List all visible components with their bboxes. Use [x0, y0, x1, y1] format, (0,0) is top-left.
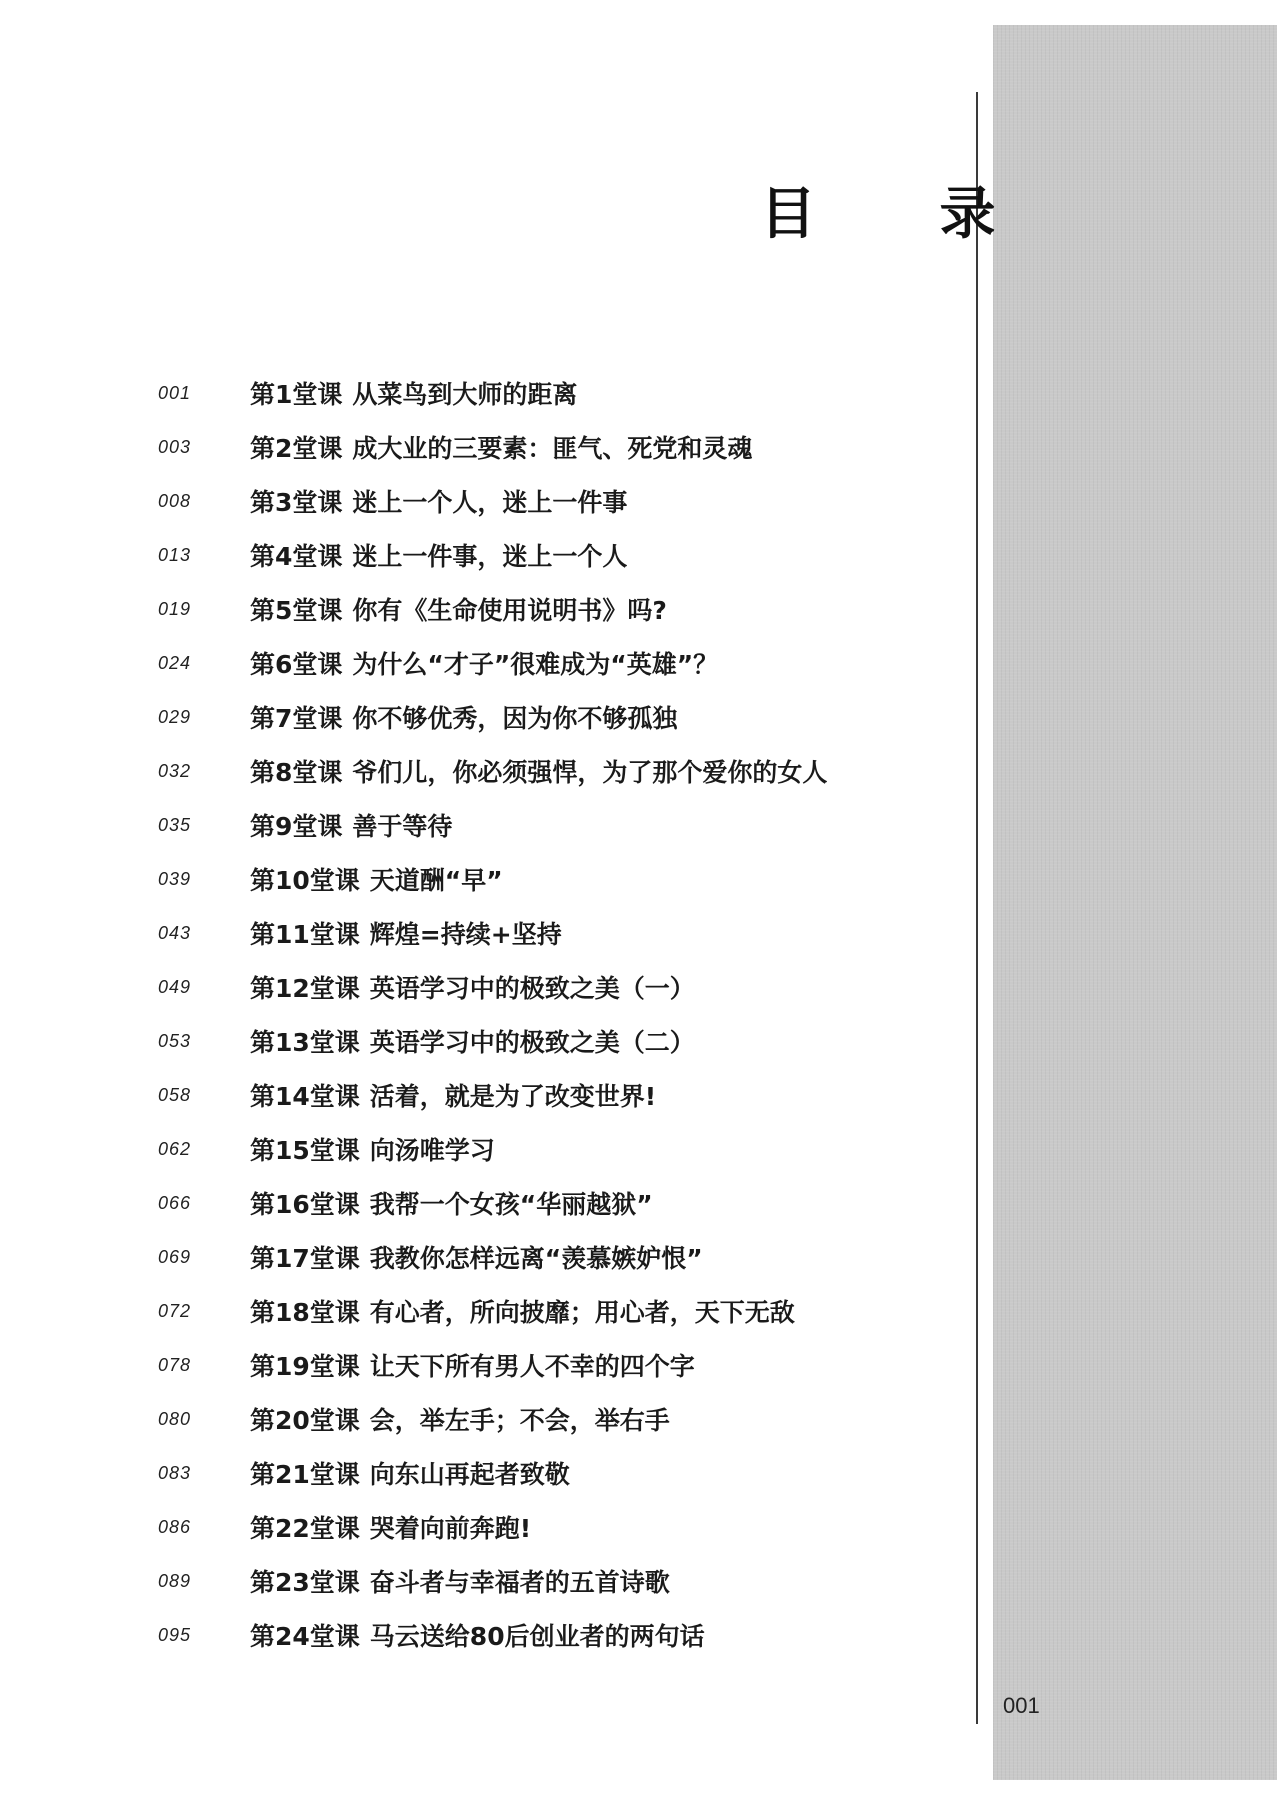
toc-entry-lesson	[250, 1347, 695, 1383]
toc-entry[interactable]	[0, 690, 960, 744]
toc-entry-lesson	[250, 1401, 670, 1437]
toc-entry-page: 013	[158, 544, 192, 565]
side-margin-band	[993, 25, 1277, 1780]
toc-entry-title: 迷上一件事，迷上一个人	[352, 542, 628, 571]
toc-entry-lesson	[250, 483, 627, 519]
toc-entry-lesson-number: 第21堂课	[250, 1460, 360, 1489]
toc-entry-lesson	[250, 1185, 653, 1221]
toc-entry-lesson	[250, 537, 627, 573]
toc-entry[interactable]	[0, 960, 960, 1014]
toc-entry-lesson-number: 第12堂课	[250, 974, 360, 1003]
toc-entry-page: 078	[158, 1354, 192, 1375]
toc-entry-page: 029	[158, 706, 192, 727]
toc-entry[interactable]	[0, 798, 960, 852]
toc-entry-lesson	[250, 807, 452, 843]
toc-entry-lesson	[250, 429, 752, 465]
toc-entry-lesson	[250, 1131, 495, 1167]
toc-entry-lesson	[250, 1239, 703, 1275]
toc-entry-lesson	[250, 1023, 695, 1059]
toc-entry[interactable]	[0, 582, 960, 636]
toc-entry-lesson-number: 第17堂课	[250, 1244, 360, 1273]
toc-entry-page: 001	[158, 382, 192, 403]
toc-entry[interactable]	[0, 474, 960, 528]
toc-entry-page: 019	[158, 598, 192, 619]
toc-entry-lesson	[250, 1617, 705, 1653]
toc-entry-page: 062	[158, 1138, 192, 1159]
toc-entry-page: 066	[158, 1192, 192, 1213]
toc-entry[interactable]	[0, 744, 960, 798]
toc-entry-page: 024	[158, 652, 192, 673]
toc-entry-page: 072	[158, 1300, 192, 1321]
toc-entry-page: 089	[158, 1570, 192, 1591]
toc-entry[interactable]	[0, 852, 960, 906]
toc-entry-lesson	[250, 1293, 795, 1329]
toc-entry-page: 032	[158, 760, 192, 781]
toc-entry[interactable]	[0, 1284, 960, 1338]
toc-entry[interactable]	[0, 1392, 960, 1446]
page-title: 目 录	[760, 181, 1048, 247]
toc-entry-lesson	[250, 1509, 531, 1545]
toc-entry-lesson-number: 第7堂课	[250, 704, 343, 733]
toc-entry[interactable]	[0, 366, 960, 420]
toc-entry-lesson-number: 第10堂课	[250, 866, 360, 895]
toc-entry-title: 活着，就是为了改变世界!	[369, 1082, 657, 1111]
toc-entry-title: 天道酬“早”	[369, 866, 503, 895]
toc-entry-lesson	[250, 915, 562, 951]
toc-entry-lesson-number: 第19堂课	[250, 1352, 360, 1381]
toc-entry-title: 你有《生命使用说明书》吗?	[352, 596, 667, 625]
toc-entry-lesson-number: 第1堂课	[250, 380, 343, 409]
toc-entry-title: 英语学习中的极致之美（一）	[369, 974, 695, 1003]
toc-entry-title: 为什么“才子”很难成为“英雄”？	[352, 650, 719, 679]
toc-entry[interactable]	[0, 1014, 960, 1068]
toc-entry[interactable]	[0, 1068, 960, 1122]
toc-entry-lesson-number: 第4堂课	[250, 542, 343, 571]
toc-entry-page: 058	[158, 1084, 192, 1105]
toc-entry-lesson-number: 第11堂课	[250, 920, 360, 949]
toc-entry[interactable]	[0, 1608, 960, 1662]
toc-entry-lesson	[250, 1077, 656, 1113]
toc-entry[interactable]	[0, 1446, 960, 1500]
toc-entry[interactable]	[0, 1122, 960, 1176]
toc-entry[interactable]	[0, 528, 960, 582]
toc-entry-title: 我帮一个女孩“华丽越狱”	[369, 1190, 653, 1219]
toc-entry-lesson-number: 第18堂课	[250, 1298, 360, 1327]
toc-entry-page: 080	[158, 1408, 192, 1429]
toc-entry-lesson	[250, 699, 677, 735]
toc-entry-page: 035	[158, 814, 192, 835]
toc-entry-page: 095	[158, 1624, 192, 1645]
toc-entry-title: 善于等待	[352, 812, 453, 841]
toc-entry[interactable]	[0, 636, 960, 690]
toc-entry-lesson	[250, 1455, 570, 1491]
toc-entry-title: 哭着向前奔跑!	[369, 1514, 532, 1543]
toc-entry-title: 让天下所有男人不幸的四个字	[369, 1352, 695, 1381]
toc-entry-page: 008	[158, 490, 192, 511]
toc-entry-title: 有心者，所向披靡；用心者，天下无敌	[369, 1298, 795, 1327]
toc-entry-title: 向汤唯学习	[369, 1136, 495, 1165]
toc-entry-title: 从菜鸟到大师的距离	[352, 380, 578, 409]
vertical-divider	[976, 92, 978, 1724]
toc-entry-title: 向东山再起者致敬	[369, 1460, 570, 1489]
toc-entry-lesson	[250, 375, 577, 411]
toc-entry-page: 053	[158, 1030, 192, 1051]
toc-entry-lesson-number: 第23堂课	[250, 1568, 360, 1597]
toc-entry[interactable]	[0, 1500, 960, 1554]
toc-entry-lesson-number: 第9堂课	[250, 812, 343, 841]
toc-entry-title: 爷们儿，你必须强悍，为了那个爱你的女人	[352, 758, 828, 787]
toc-entry-title: 成大业的三要素：匪气、死党和灵魂	[352, 434, 753, 463]
toc-entry-lesson-number: 第16堂课	[250, 1190, 360, 1219]
toc-entry-title: 你不够优秀，因为你不够孤独	[352, 704, 678, 733]
toc-entry-title: 奋斗者与幸福者的五首诗歌	[369, 1568, 670, 1597]
toc-list	[0, 366, 960, 1662]
toc-entry-lesson-number: 第2堂课	[250, 434, 343, 463]
toc-entry-lesson	[250, 969, 695, 1005]
toc-entry-page: 083	[158, 1462, 192, 1483]
toc-entry-lesson	[250, 591, 667, 627]
toc-entry-lesson-number: 第14堂课	[250, 1082, 360, 1111]
toc-entry-lesson	[250, 645, 718, 681]
toc-entry[interactable]	[0, 1176, 960, 1230]
toc-entry-lesson-number: 第6堂课	[250, 650, 343, 679]
toc-entry-lesson-number: 第22堂课	[250, 1514, 360, 1543]
toc-entry-lesson-number: 第3堂课	[250, 488, 343, 517]
toc-entry-lesson-number: 第8堂课	[250, 758, 343, 787]
toc-entry[interactable]	[0, 1338, 960, 1392]
page-number: 001	[1003, 1693, 1040, 1718]
toc-entry-page: 049	[158, 976, 192, 997]
toc-entry-lesson	[250, 861, 503, 897]
toc-entry-page: 039	[158, 868, 192, 889]
toc-entry[interactable]	[0, 906, 960, 960]
toc-entry-lesson	[250, 753, 827, 789]
toc-entry[interactable]	[0, 1554, 960, 1608]
toc-entry-page: 043	[158, 922, 192, 943]
toc-entry-title: 英语学习中的极致之美（二）	[369, 1028, 695, 1057]
toc-entry-title: 迷上一个人，迷上一件事	[352, 488, 628, 517]
toc-entry-title: 马云送给80后创业者的两句话	[369, 1622, 705, 1651]
toc-entry-lesson-number: 第13堂课	[250, 1028, 360, 1057]
toc-entry-lesson-number: 第20堂课	[250, 1406, 360, 1435]
toc-entry-page: 086	[158, 1516, 192, 1537]
toc-entry[interactable]	[0, 420, 960, 474]
toc-entry-page: 003	[158, 436, 192, 457]
toc-entry-title: 会，举左手；不会，举右手	[369, 1406, 670, 1435]
toc-entry-lesson-number: 第5堂课	[250, 596, 343, 625]
toc-entry-lesson-number: 第24堂课	[250, 1622, 360, 1651]
toc-entry-lesson-number: 第15堂课	[250, 1136, 360, 1165]
toc-entry-title: 辉煌=持续+坚持	[369, 920, 562, 949]
toc-entry-title: 我教你怎样远离“羡慕嫉妒恨”	[369, 1244, 703, 1273]
toc-entry-page: 069	[158, 1246, 192, 1267]
toc-entry[interactable]	[0, 1230, 960, 1284]
toc-entry-lesson	[250, 1563, 670, 1599]
